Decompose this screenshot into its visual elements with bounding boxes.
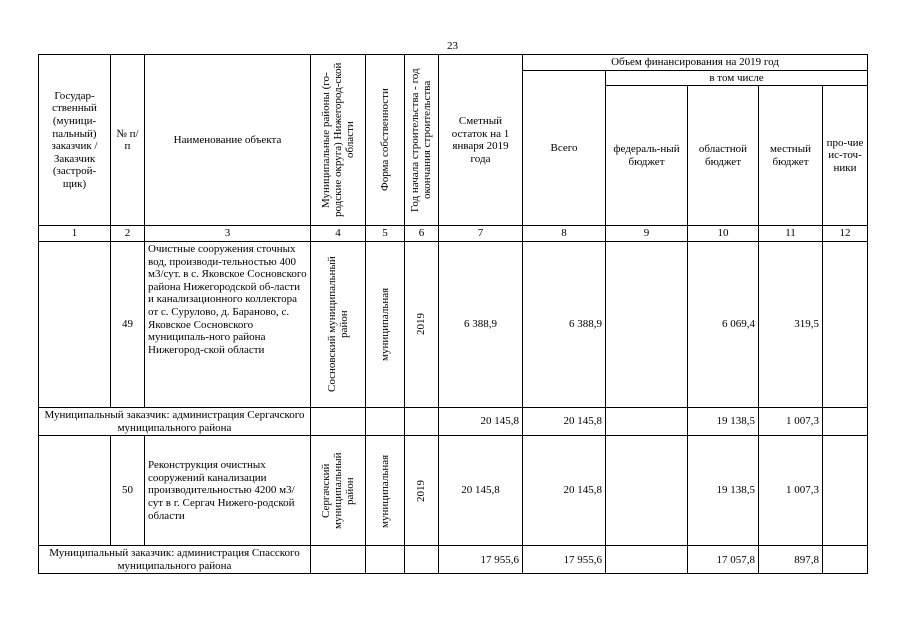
column-number: 5: [366, 226, 405, 242]
column-number: 7: [439, 226, 523, 242]
customer-total: 20 145,8: [523, 407, 606, 435]
row-district: [311, 241, 366, 407]
customer-empty-cell: [366, 407, 405, 435]
header-row-1: [39, 55, 868, 71]
column-number: 11: [759, 226, 823, 242]
header-local: местный бюджет: [759, 86, 823, 226]
row-local: 319,5: [759, 241, 823, 407]
header-including: в том числе: [606, 70, 868, 86]
customer-local: 1 007,3: [759, 407, 823, 435]
customer-empty-cell: [311, 407, 366, 435]
row-years-text: 2019: [415, 313, 428, 336]
column-numbers-row: [39, 226, 868, 242]
column-number: 3: [145, 226, 311, 242]
row-estimate: 6 388,9: [439, 241, 523, 407]
row-ownership-text: муниципальная: [378, 454, 391, 528]
table-row: [39, 436, 868, 546]
customer-federal: [606, 407, 688, 435]
row-object-name: Реконструкция очистных сооружений канализации производительностью 4200 м3/сут в г. Сергач Нижего-родской области: [145, 436, 311, 546]
customer-label: Муниципальный заказчик: администрация Спасского муниципального района: [39, 546, 311, 574]
customer-empty-cell: [311, 546, 366, 574]
row-total: 20 145,8: [523, 436, 606, 546]
column-number: 12: [823, 226, 868, 242]
row-years: [405, 436, 439, 546]
header-estimate: Сметный остаток на 1 января 2019 года: [439, 55, 523, 226]
row-ownership-text: муниципальная: [378, 287, 391, 362]
column-number: 9: [606, 226, 688, 242]
header-ownership-text: Форма собственности: [378, 88, 391, 192]
customer-local: 897,8: [759, 546, 823, 574]
row-customer-cell: [39, 241, 111, 407]
customer-regional: 19 138,5: [688, 407, 759, 435]
row-regional: 19 138,5: [688, 436, 759, 546]
funding-table: [38, 54, 868, 574]
header-customer: Государ-ственный (муници-пальный) заказчик / Заказчик (застрой-щик): [39, 55, 111, 226]
header-years-text: Год начала строительства - год окончания строительства: [409, 68, 434, 212]
header-total: Всего: [523, 70, 606, 226]
column-number: 10: [688, 226, 759, 242]
column-number: 1: [39, 226, 111, 242]
row-other: [823, 241, 868, 407]
customer-empty-cell: [405, 407, 439, 435]
column-number: 6: [405, 226, 439, 242]
header-federal: федераль-ный бюджет: [606, 86, 688, 226]
row-ownership: [366, 241, 405, 407]
header-ownership: [366, 55, 405, 226]
row-federal: [606, 241, 688, 407]
row-regional: 6 069,4: [688, 241, 759, 407]
page-number: 23: [447, 40, 458, 52]
customer-total: 17 955,6: [523, 546, 606, 574]
header-years: [405, 55, 439, 226]
row-number: 49: [111, 241, 145, 407]
row-object-name: Очистные сооружения сточных вод, производи-тельностью 400 м3/сут. в с. Яковское Сосновского района Нижегородской об-ласти и канализационного коллектора от с. Сурулово, д. Бараново, с. Яковское Сосновского муниципаль-ного района Нижегород-ской области: [145, 241, 311, 407]
customer-label: Муниципальный заказчик: администрация Сергачского муниципального района: [39, 407, 311, 435]
column-number: 8: [523, 226, 606, 242]
header-other: про-чие ис-точ-ники: [823, 86, 868, 226]
customer-other: [823, 407, 868, 435]
row-customer-cell: [39, 436, 111, 546]
header-number: № п/п: [111, 55, 145, 226]
customer-empty-cell: [405, 546, 439, 574]
row-district: [311, 436, 366, 546]
row-local: 1 007,3: [759, 436, 823, 546]
customer-row: [39, 546, 868, 574]
column-number: 2: [111, 226, 145, 242]
customer-other: [823, 546, 868, 574]
row-years-text: 2019: [415, 479, 428, 502]
customer-regional: 17 057,8: [688, 546, 759, 574]
column-number: 4: [311, 226, 366, 242]
row-district-text: Сосновский муниципальный район: [325, 256, 350, 393]
customer-federal: [606, 546, 688, 574]
row-ownership: [366, 436, 405, 546]
table-row: [39, 241, 868, 407]
row-number: 50: [111, 436, 145, 546]
header-regional: областной бюджет: [688, 86, 759, 226]
header-object-name: Наименование объекта: [145, 55, 311, 226]
row-years: [405, 241, 439, 407]
row-other: [823, 436, 868, 546]
header-district: [311, 55, 366, 226]
customer-estimate: 20 145,8: [439, 407, 523, 435]
customer-row: [39, 407, 868, 435]
customer-empty-cell: [366, 546, 405, 574]
header-funding-title: Объем финансирования на 2019 год: [523, 55, 868, 71]
row-district-text: Сергачский муниципальный район: [319, 452, 357, 529]
row-total: 6 388,9: [523, 241, 606, 407]
row-estimate: 20 145,8: [439, 436, 523, 546]
row-federal: [606, 436, 688, 546]
customer-estimate: 17 955,6: [439, 546, 523, 574]
header-district-text: Муниципальные районы (го-родские округа) Нижегород-ской области: [319, 62, 357, 218]
